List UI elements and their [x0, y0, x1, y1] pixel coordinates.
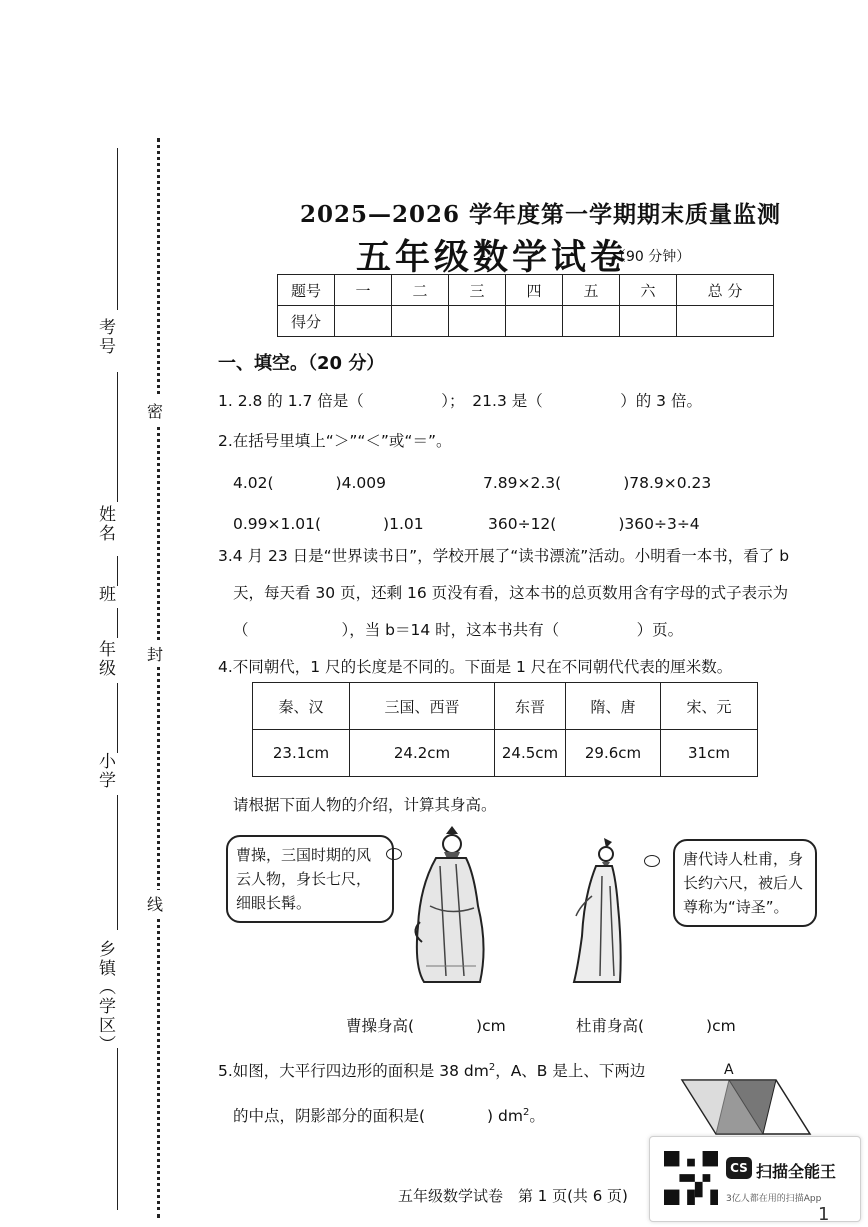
q5-sup-2: 2 — [522, 1106, 530, 1118]
score-table-header-row — [278, 275, 774, 306]
binding-line-2 — [117, 372, 118, 502]
dynasty-header-cell: 隋、唐 — [566, 683, 661, 730]
class-label: 班 — [95, 585, 115, 604]
question-2: 2.在括号里填上“＞”“＜”或“＝”。 — [218, 432, 452, 450]
score-table-score-row — [278, 306, 774, 337]
question-3-line-2: 天，每天看 30 页，还剩 16 页没有看，这本书的总页数用含有字母的式子表示为 — [233, 584, 789, 602]
score-header-cell: 六 — [620, 275, 677, 306]
question-4-instruction: 请根据下面人物的介绍，计算其身高。 — [233, 796, 497, 814]
seal-char-xian: 线 — [147, 890, 163, 917]
camscanner-logo-icon: CS — [726, 1157, 752, 1179]
q5-text-c: 的中点，阴影部分的面积是( ) dm — [233, 1107, 523, 1125]
seal-dotted-line — [157, 138, 160, 1218]
q5-period: 。 — [529, 1107, 545, 1125]
dynasty-header-cell: 宋、元 — [661, 683, 758, 730]
dufu-height-blank: 杜甫身高( )cm — [576, 1017, 736, 1035]
dynasty-header-cell: 秦、汉 — [253, 683, 350, 730]
point-a-label: A — [724, 1062, 734, 1078]
dynasty-value-cell: 31cm — [661, 730, 758, 777]
dynasty-value-cell: 24.5cm — [495, 730, 566, 777]
dynasty-value-cell: 23.1cm — [253, 730, 350, 777]
seal-char-feng: 封 — [147, 640, 163, 667]
question-2-item: 360÷12( )360÷3÷4 — [488, 515, 700, 533]
binding-line-3 — [117, 556, 118, 586]
duration-label: （90 分钟） — [612, 249, 691, 265]
score-header-cell: 总 分 — [677, 275, 774, 306]
binding-line-5 — [117, 683, 118, 753]
score-input-cell[interactable] — [563, 306, 620, 337]
exam-title: 2025—2026 学年度第一学期期末质量监测 — [300, 201, 782, 228]
question-1: 1. 2.8 的 1.7 倍是（ ）； 21.3 是（ ）的 3 倍。 — [218, 392, 702, 410]
score-input-cell[interactable] — [392, 306, 449, 337]
page-corner-number: 1 — [818, 1204, 830, 1225]
dynasty-value-row — [253, 730, 758, 777]
question-2-item: 0.99×1.01( )1.01 — [233, 515, 424, 533]
parallelogram-figure — [676, 1058, 816, 1138]
school-label: 小学 — [95, 752, 115, 790]
score-header-cell: 题号 — [278, 275, 335, 306]
q5-sup: 2 — [488, 1061, 496, 1073]
score-row-label: 得分 — [278, 306, 335, 337]
dufu-speech-bubble: 唐代诗人杜甫，身长约六尺，被后人尊称为“诗圣”。 — [673, 839, 817, 927]
bubble-tail-right — [644, 855, 660, 867]
exam-number-label: 考号 — [95, 318, 115, 356]
town-label: 乡镇（学区） — [95, 940, 115, 1054]
question-4: 4.不同朝代，1 尺的长度是不同的。下面是 1 尺在不同朝代代表的厘米数。 — [218, 658, 733, 676]
question-3-line-3: （ ），当 b＝14 时，这本书共有（ ）页。 — [233, 621, 684, 639]
watermark-tagline: 3亿人都在用的扫描App — [726, 1194, 822, 1204]
question-3-line-1: 3.4 月 23 日是“世界读书日”，学校开展了“读书漂流”活动。小明看一本书，看了 b — [218, 547, 790, 565]
question-5-line-2 — [233, 1104, 545, 1126]
section-heading: 一、填空。（20 分） — [218, 353, 385, 374]
score-input-cell[interactable] — [506, 306, 563, 337]
dynasty-header-row — [253, 683, 758, 730]
binding-line-6 — [117, 795, 118, 930]
dynasty-table — [252, 682, 758, 777]
watermark-brand: 扫描全能王 — [756, 1162, 837, 1181]
score-input-cell[interactable] — [449, 306, 506, 337]
qr-code-icon — [664, 1151, 718, 1205]
page-footer: 五年级数学试卷 第 1 页(共 6 页) — [398, 1187, 628, 1205]
binding-line-4 — [117, 608, 118, 638]
caocao-illustration — [400, 826, 500, 986]
score-header-cell: 三 — [449, 275, 506, 306]
score-input-cell[interactable] — [620, 306, 677, 337]
q5-text-b: ，A、B 是上、下两边 — [495, 1062, 646, 1080]
score-input-cell[interactable] — [335, 306, 392, 337]
binding-line-1 — [117, 148, 118, 310]
dynasty-header-cell: 三国、西晋 — [350, 683, 495, 730]
caocao-height-blank: 曹操身高( )cm — [346, 1017, 506, 1035]
score-header-cell: 五 — [563, 275, 620, 306]
score-table — [277, 274, 774, 337]
caocao-speech-bubble: 曹操，三国时期的风云人物，身长七尺，细眼长髯。 — [226, 835, 394, 923]
dynasty-header-cell: 东晋 — [495, 683, 566, 730]
score-header-cell: 四 — [506, 275, 563, 306]
question-2-item: 7.89×2.3( )78.9×0.23 — [483, 474, 712, 492]
score-input-cell[interactable] — [677, 306, 774, 337]
dynasty-value-cell: 29.6cm — [566, 730, 661, 777]
score-header-cell: 二 — [392, 275, 449, 306]
dufu-illustration — [566, 836, 636, 986]
name-label: 姓名 — [95, 505, 115, 543]
seal-char-mi: 密 — [147, 397, 163, 424]
score-header-cell: 一 — [335, 275, 392, 306]
dynasty-value-cell: 24.2cm — [350, 730, 495, 777]
question-5-line-1 — [218, 1059, 645, 1081]
paper-title: 五年级数学试卷 — [356, 238, 630, 278]
binding-line-7 — [117, 1048, 118, 1210]
grade-label: 年级 — [95, 640, 115, 678]
q5-text-a: 5.如图，大平行四边形的面积是 38 dm — [218, 1062, 489, 1080]
question-2-item: 4.02( )4.009 — [233, 474, 386, 492]
